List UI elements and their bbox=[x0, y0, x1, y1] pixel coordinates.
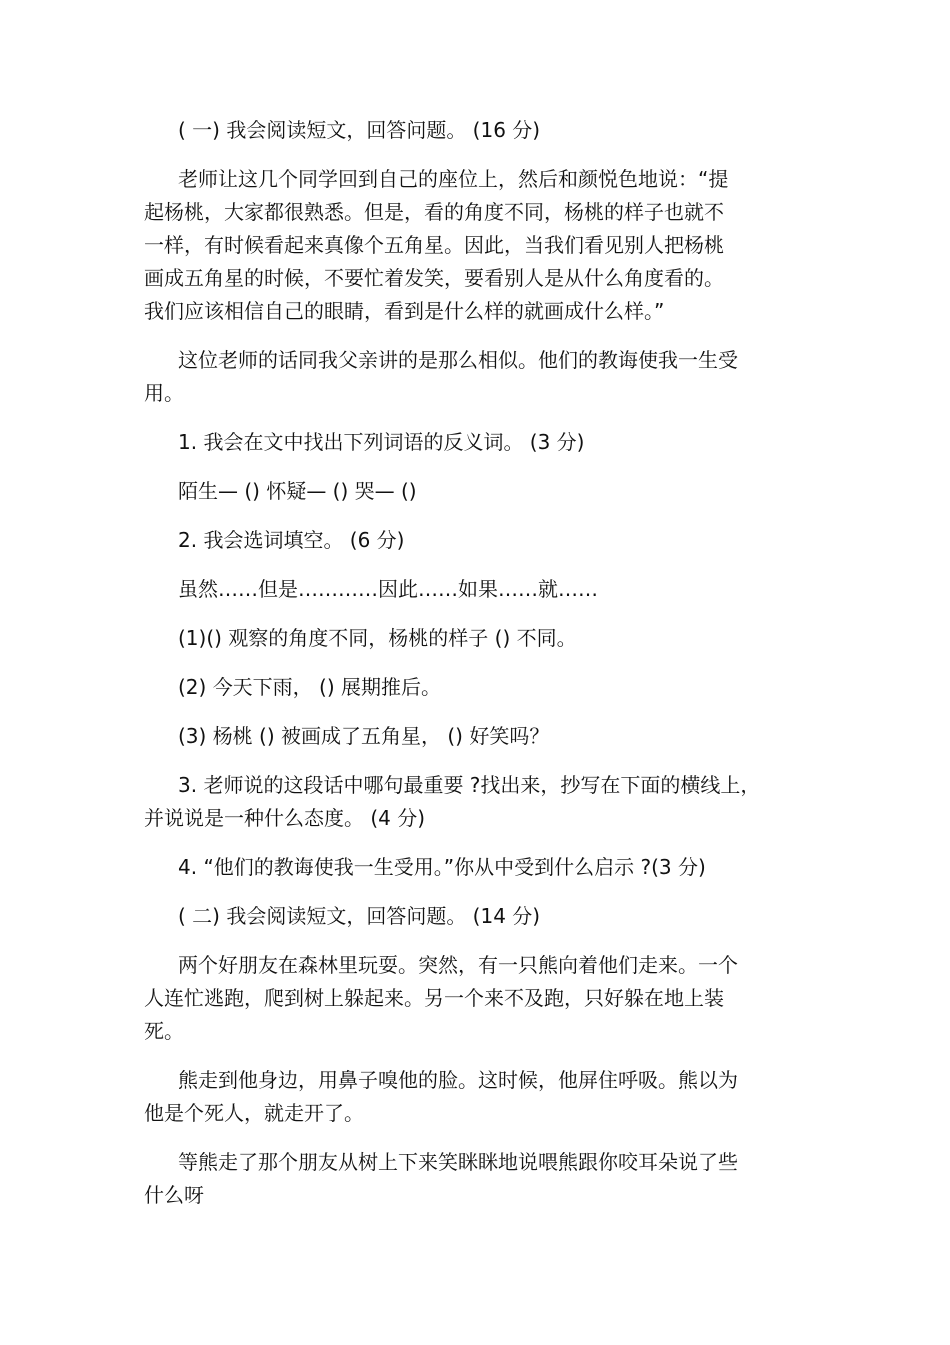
passage-line: 什么呀 bbox=[144, 1183, 204, 1207]
passage-line: 死。 bbox=[144, 1019, 184, 1043]
passage-line: 等熊走了那个朋友从树上下来笑眯眯地说喂熊跟你咬耳朵说了些 bbox=[178, 1150, 738, 1174]
passage-line: 两个好朋友在森林里玩耍。突然，有一只熊向着他们走来。一个 bbox=[178, 953, 738, 977]
section2-passage2 bbox=[144, 1064, 794, 1130]
question-2-text: 2. 我会选词填空。 (6 分) bbox=[178, 528, 405, 552]
passage-line: 画成五角星的时候，不要忙着发笑，要看别人是从什么角度看的。 bbox=[144, 266, 724, 290]
question-1-items-text: 陌生— () 怀疑— () 哭— () bbox=[178, 479, 417, 503]
question-2-item-3-text: (3) 杨桃 () 被画成了五角星， () 好笑吗？ bbox=[178, 724, 550, 748]
document-content bbox=[144, 114, 794, 1212]
question-1 bbox=[144, 426, 794, 459]
section2-heading-text: ( 二) 我会阅读短文，回答问题。 (14 分) bbox=[178, 904, 541, 928]
section1-passage2 bbox=[144, 344, 794, 410]
question-3-line: 3. 老师说的这段话中哪句最重要 ?找出来，抄写在下面的横线上， bbox=[178, 773, 761, 797]
section1-passage1 bbox=[144, 163, 794, 328]
section1-heading-text: ( 一) 我会阅读短文，回答问题。 (16 分) bbox=[178, 118, 541, 142]
question-3 bbox=[144, 769, 794, 835]
section2-heading bbox=[144, 900, 794, 933]
question-2-item-1 bbox=[144, 622, 794, 655]
question-3-line: 并说说是一种什么态度。 (4 分) bbox=[144, 806, 426, 830]
passage-line: 这位老师的话同我父亲讲的是那么相似。他们的教诲使我一生受 bbox=[178, 348, 738, 372]
passage-line: 人连忙逃跑，爬到树上躲起来。另一个来不及跑，只好躲在地上装 bbox=[144, 986, 724, 1010]
passage-line: 他是个死人，就走开了。 bbox=[144, 1101, 364, 1125]
question-2-item-2 bbox=[144, 671, 794, 704]
question-4-text: 4. “他们的教诲使我一生受用。”你从中受到什么启示 ?(3 分) bbox=[178, 855, 706, 879]
question-2-item-3 bbox=[144, 720, 794, 753]
section2-passage1 bbox=[144, 949, 794, 1048]
question-4 bbox=[144, 851, 794, 884]
passage-line: 起杨桃，大家都很熟悉。但是，看的角度不同，杨桃的样子也就不 bbox=[144, 200, 724, 224]
section1-heading bbox=[144, 114, 794, 147]
question-1-items bbox=[144, 475, 794, 508]
question-2-options-text: 虽然……但是…………因此……如果……就…… bbox=[178, 577, 598, 601]
question-2-item-1-text: (1)() 观察的角度不同，杨桃的样子 () 不同。 bbox=[178, 626, 577, 650]
question-2 bbox=[144, 524, 794, 557]
passage-line: 我们应该相信自己的眼睛，看到是什么样的就画成什么样。” bbox=[144, 299, 665, 323]
passage-line: 熊走到他身边，用鼻子嗅他的脸。这时候，他屏住呼吸。熊以为 bbox=[178, 1068, 738, 1092]
passage-line: 一样，有时候看起来真像个五角星。因此，当我们看见别人把杨桃 bbox=[144, 233, 724, 257]
section2-passage3 bbox=[144, 1146, 794, 1212]
question-2-item-2-text: (2) 今天下雨， () 展期推后。 bbox=[178, 675, 442, 699]
passage-line: 用。 bbox=[144, 381, 184, 405]
question-1-text: 1. 我会在文中找出下列词语的反义词。 (3 分) bbox=[178, 430, 585, 454]
question-2-options bbox=[144, 573, 794, 606]
passage-line: 老师让这几个同学回到自己的座位上，然后和颜悦色地说：“提 bbox=[178, 167, 729, 191]
